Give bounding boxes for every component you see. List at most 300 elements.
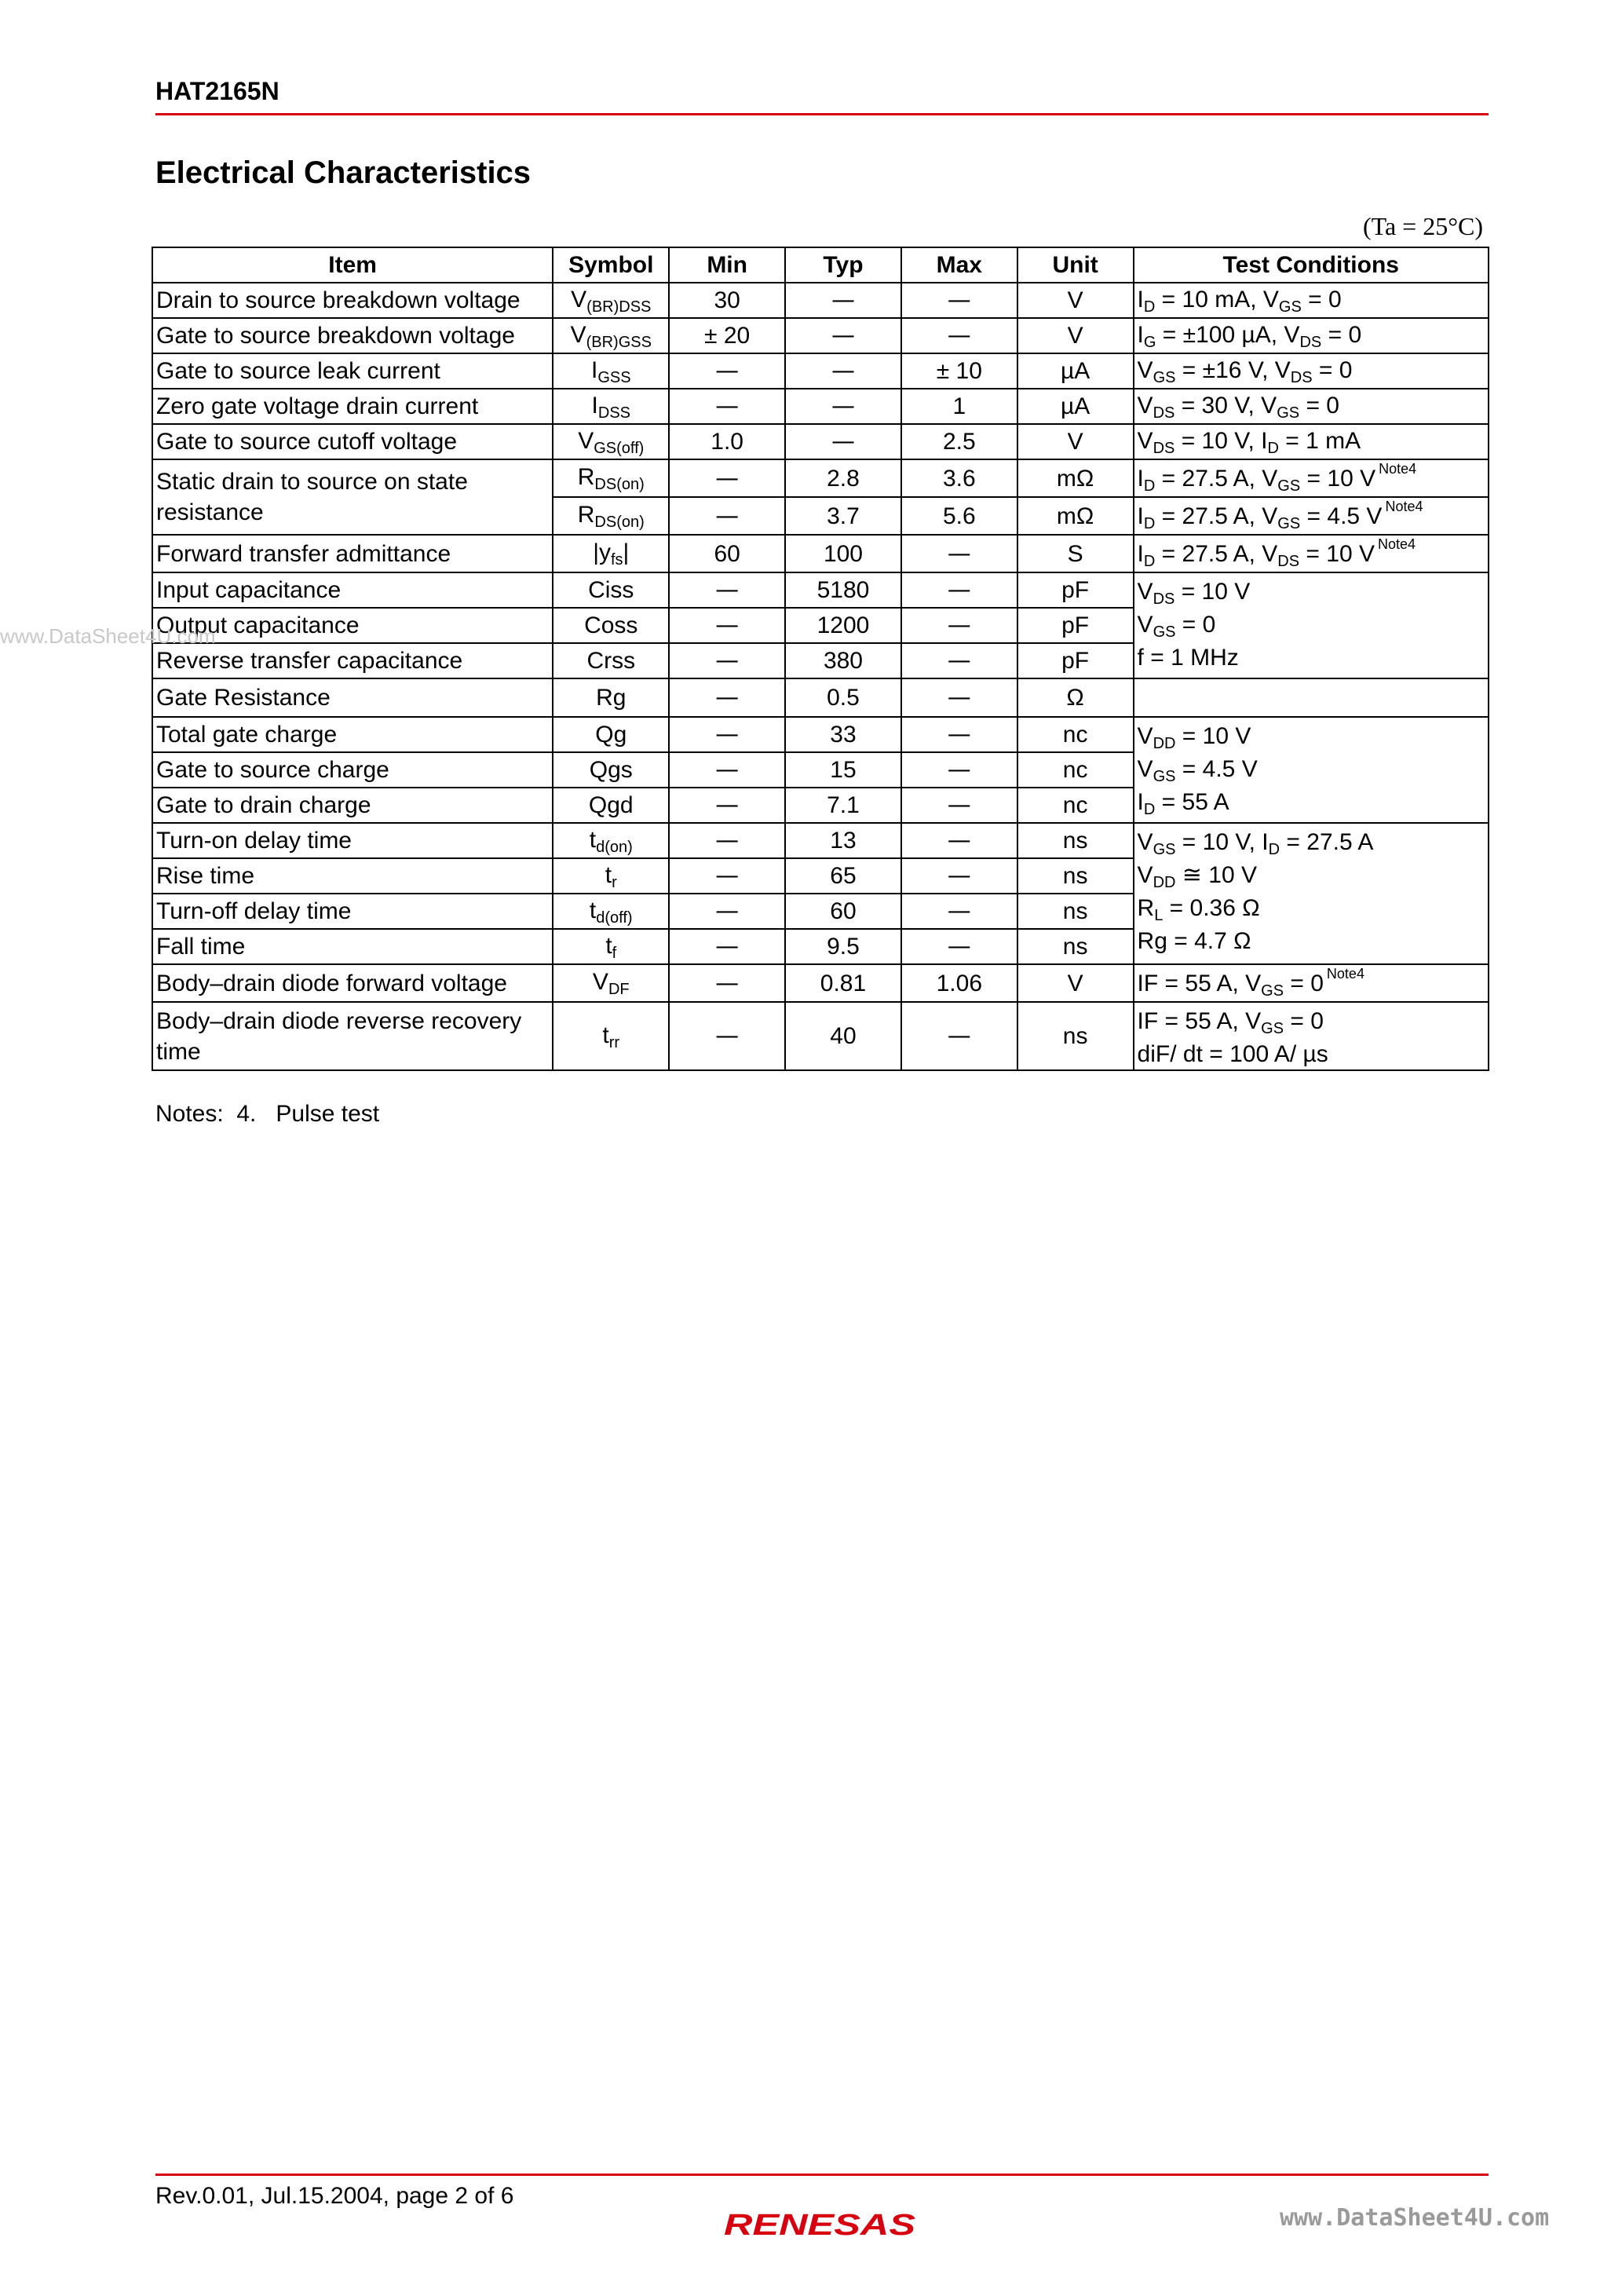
condition-text: V	[1137, 756, 1153, 782]
condition-line	[1138, 1006, 1485, 1039]
symbol	[553, 752, 669, 788]
condition-subscript: GS	[1277, 515, 1301, 532]
max-value: —	[901, 608, 1017, 643]
watermark-left-margin: www.DataSheet4U.com	[0, 624, 216, 648]
condition-text: = 10 V	[1300, 466, 1376, 492]
unit-value: µA	[1017, 389, 1134, 424]
symbol-subscript: DS(on)	[594, 476, 645, 493]
item-name: Gate to source leak current	[152, 353, 553, 389]
renesas-logo	[721, 2208, 919, 2243]
condition-text: = 10 V, I	[1175, 829, 1269, 855]
table-row	[152, 389, 1489, 424]
condition-text: = 30 V, V	[1174, 392, 1277, 419]
min-value: 30	[669, 283, 785, 318]
condition-text: = 4.5 V	[1175, 756, 1258, 782]
min-value: —	[669, 353, 785, 389]
max-value: —	[901, 678, 1017, 717]
note-reference: Note4	[1326, 966, 1364, 982]
typ-value: 3.7	[785, 497, 901, 535]
unit-value: mΩ	[1017, 497, 1134, 535]
item-name: Fall time	[152, 929, 553, 964]
table-row	[152, 283, 1489, 318]
item-name: Static drain to source on state resistance	[152, 459, 553, 535]
symbol-main: I	[591, 392, 598, 419]
table-row	[152, 717, 1489, 752]
condition-subscript: GS	[1153, 368, 1176, 386]
item-name: Total gate charge	[152, 717, 553, 752]
typ-value: 65	[785, 858, 901, 894]
min-value: —	[669, 823, 785, 858]
table-row	[152, 823, 1489, 858]
symbol-subscript: GS(off)	[594, 439, 645, 457]
item-name: Gate to source charge	[152, 752, 553, 788]
condition-text: V	[1137, 427, 1153, 454]
item-name: Input capacitance	[152, 572, 553, 608]
item-name: Reverse transfer capacitance	[152, 643, 553, 678]
symbol-main: Qgs	[589, 757, 633, 783]
unit-value: V	[1017, 283, 1134, 318]
symbol	[553, 858, 669, 894]
min-value: —	[669, 643, 785, 678]
condition-subscript: D	[1267, 439, 1279, 457]
condition-line	[1138, 860, 1485, 893]
symbol	[553, 318, 669, 353]
condition-subscript: GS	[1278, 298, 1302, 316]
min-value: —	[669, 608, 785, 643]
test-conditions	[1134, 318, 1489, 353]
symbol-main: V	[571, 286, 587, 313]
min-value: —	[669, 497, 785, 535]
test-conditions	[1134, 353, 1489, 389]
typ-value: —	[785, 389, 901, 424]
note-reference: Note4	[1385, 499, 1423, 514]
typ-value: 15	[785, 752, 901, 788]
unit-value: S	[1017, 535, 1134, 572]
condition-text: I	[1137, 503, 1144, 529]
min-value: —	[669, 459, 785, 497]
unit-value: ns	[1017, 858, 1134, 894]
symbol-main: R	[577, 502, 595, 528]
symbol-main: t	[589, 826, 597, 853]
table-row	[152, 353, 1489, 389]
item-name: Gate to drain charge	[152, 788, 553, 823]
test-conditions	[1134, 1002, 1489, 1070]
max-value: 5.6	[901, 497, 1017, 535]
max-value: 1.06	[901, 964, 1017, 1002]
condition-text: R	[1137, 895, 1155, 921]
symbol-main: t	[605, 932, 612, 959]
condition-subscript: DS	[1153, 439, 1175, 457]
condition-text: V	[1137, 612, 1153, 638]
symbol-main: Qgd	[588, 792, 634, 818]
condition-text: I	[1137, 541, 1144, 567]
condition-text: = 0	[1321, 321, 1362, 348]
condition-text: f = 1 MHz	[1137, 645, 1239, 671]
condition-line	[1138, 926, 1485, 956]
footer-divider	[155, 2174, 1489, 2176]
test-conditions	[1134, 678, 1489, 717]
max-value: —	[901, 643, 1017, 678]
test-conditions	[1134, 717, 1489, 823]
unit-value: nc	[1017, 788, 1134, 823]
max-value: —	[901, 283, 1017, 318]
unit-value: Ω	[1017, 678, 1134, 717]
table-body	[152, 283, 1489, 1070]
min-value: —	[669, 678, 785, 717]
table-row	[152, 1002, 1489, 1070]
item-name: Gate to source breakdown voltage	[152, 318, 553, 353]
symbol-subscript: (BR)GSS	[586, 333, 652, 351]
symbol-subscript: DS(on)	[594, 514, 645, 531]
typ-value: 0.81	[785, 964, 901, 1002]
condition-subscript: GS	[1277, 477, 1301, 495]
condition-subscript: GS	[1153, 623, 1176, 641]
condition-subscript: DS	[1290, 368, 1313, 386]
condition-text: = 4.5 V	[1300, 503, 1383, 529]
symbol-tail: |	[623, 539, 630, 565]
item-name: Output capacitance	[152, 608, 553, 643]
min-value: 60	[669, 535, 785, 572]
condition-text: = ±100 µA, V	[1156, 321, 1300, 348]
max-value: 1	[901, 389, 1017, 424]
condition-text: I	[1137, 321, 1144, 348]
max-value: —	[901, 752, 1017, 788]
table-row	[152, 964, 1489, 1002]
condition-subscript: D	[1143, 553, 1156, 570]
table-header-row	[152, 247, 1489, 283]
condition-text: = 0	[1312, 356, 1353, 383]
column-header-test-conditions: Test Conditions	[1134, 247, 1489, 283]
typ-value: 2.8	[785, 459, 901, 497]
unit-value: nc	[1017, 717, 1134, 752]
footer-revision: Rev.0.01, Jul.15.2004, page 2 of 6	[155, 2183, 514, 2209]
symbol	[553, 823, 669, 858]
symbol	[553, 1002, 669, 1070]
condition-text: = ±16 V, V	[1175, 356, 1291, 383]
symbol	[553, 389, 669, 424]
typ-value: 1200	[785, 608, 901, 643]
max-value: —	[901, 572, 1017, 608]
symbol	[553, 929, 669, 964]
symbol-main: Qg	[595, 722, 627, 748]
unit-value: ns	[1017, 929, 1134, 964]
condition-text: = 0	[1284, 971, 1324, 996]
condition-subscript: DS	[1299, 333, 1322, 351]
condition-text: I	[1137, 466, 1144, 492]
max-value: —	[901, 858, 1017, 894]
watermark-bottom-right: www.DataSheet4U.com	[1280, 2204, 1550, 2232]
condition-text: IF = 55 A, V	[1137, 1008, 1262, 1034]
unit-value: nc	[1017, 752, 1134, 788]
condition-text: V	[1137, 829, 1153, 855]
condition-text: V	[1137, 356, 1153, 383]
condition-line	[1138, 642, 1485, 673]
symbol-main: Ciss	[588, 577, 634, 603]
condition-line	[1138, 754, 1485, 787]
table-row	[152, 459, 1489, 497]
condition-text: = 27.5 A	[1280, 829, 1374, 855]
min-value: —	[669, 389, 785, 424]
typ-value: 100	[785, 535, 901, 572]
max-value: ± 10	[901, 353, 1017, 389]
note-reference: Note4	[1379, 461, 1417, 477]
symbol	[553, 717, 669, 752]
electrical-characteristics-table	[152, 247, 1489, 1071]
symbol-subscript: DF	[608, 981, 630, 998]
unit-value: ns	[1017, 823, 1134, 858]
symbol-subscript: r	[612, 873, 617, 891]
symbol-main: V	[570, 321, 586, 348]
condition-text: = 10 V, I	[1174, 427, 1268, 454]
symbol-subscript: fs	[610, 551, 623, 569]
condition-subscript: G	[1143, 333, 1156, 351]
condition-text: = 0	[1301, 286, 1342, 313]
symbol	[553, 964, 669, 1002]
header-divider	[155, 113, 1489, 115]
item-name: Drain to source breakdown voltage	[152, 283, 553, 318]
condition-text: V	[1137, 392, 1153, 419]
symbol	[553, 535, 669, 572]
table-row	[152, 535, 1489, 572]
unit-value: pF	[1017, 643, 1134, 678]
condition-text: = 27.5 A, V	[1155, 503, 1278, 529]
typ-value: —	[785, 353, 901, 389]
unit-value: ns	[1017, 894, 1134, 929]
min-value: —	[669, 788, 785, 823]
table-notes: Notes: 4. Pulse test	[155, 1101, 380, 1127]
symbol-subscript: DSS	[597, 404, 630, 422]
condition-subscript: D	[1268, 841, 1280, 858]
typ-value: 380	[785, 643, 901, 678]
column-header-max: Max	[901, 247, 1017, 283]
item-name: Turn-off delay time	[152, 894, 553, 929]
condition-text: diF/ dt = 100 A/ µs	[1137, 1041, 1328, 1067]
max-value: —	[901, 717, 1017, 752]
condition-text: V	[1137, 579, 1153, 605]
condition-text: = 10 V	[1299, 541, 1375, 567]
test-conditions	[1134, 459, 1489, 497]
unit-value: mΩ	[1017, 459, 1134, 497]
symbol-main: I	[590, 356, 598, 383]
typ-value: 0.5	[785, 678, 901, 717]
symbol-subscript: rr	[608, 1033, 620, 1051]
symbol-main: R	[577, 464, 595, 490]
max-value: —	[901, 318, 1017, 353]
symbol-main: t	[589, 897, 597, 923]
symbol-subscript: (BR)DSS	[586, 298, 652, 316]
min-value: —	[669, 752, 785, 788]
max-value: —	[901, 535, 1017, 572]
min-value: —	[669, 894, 785, 929]
symbol	[553, 459, 669, 497]
column-header-symbol: Symbol	[553, 247, 669, 283]
max-value: —	[901, 1002, 1017, 1070]
condition-subscript: D	[1143, 477, 1156, 495]
condition-subscript: GS	[1261, 1020, 1284, 1037]
condition-subscript: DS	[1153, 404, 1175, 422]
symbol	[553, 424, 669, 459]
note-reference: Note4	[1378, 536, 1416, 552]
condition-subscript: D	[1143, 298, 1156, 316]
condition-text: = 0	[1175, 612, 1216, 638]
condition-line	[1138, 1039, 1485, 1069]
item-name: Rise time	[152, 858, 553, 894]
symbol-main: Coss	[584, 612, 638, 638]
condition-text: = 10 V	[1174, 579, 1251, 605]
condition-text: = 1 mA	[1278, 427, 1361, 454]
item-name: Gate Resistance	[152, 678, 553, 717]
min-value: —	[669, 929, 785, 964]
column-header-unit: Unit	[1017, 247, 1134, 283]
condition-text: I	[1137, 789, 1144, 815]
typ-value: 7.1	[785, 788, 901, 823]
condition-text: = 0	[1299, 392, 1339, 419]
condition-text: = 55 A	[1155, 789, 1229, 815]
symbol-main: t	[605, 861, 612, 888]
condition-text: Rg = 4.7 Ω	[1137, 928, 1251, 954]
condition-text: = 27.5 A, V	[1155, 466, 1278, 492]
symbol	[553, 894, 669, 929]
symbol-main: Crss	[586, 648, 636, 674]
min-value: —	[669, 717, 785, 752]
condition-text: V	[1137, 723, 1153, 749]
section-title: Electrical Characteristics	[155, 155, 532, 190]
symbol	[553, 788, 669, 823]
column-header-item: Item	[152, 247, 553, 283]
unit-value: V	[1017, 318, 1134, 353]
typ-value: 13	[785, 823, 901, 858]
min-value: ± 20	[669, 318, 785, 353]
min-value: 1.0	[669, 424, 785, 459]
symbol-main: t	[602, 1022, 609, 1048]
test-conditions	[1134, 497, 1489, 535]
item-name: Gate to source cutoff voltage	[152, 424, 553, 459]
condition-line	[1138, 721, 1485, 754]
condition-subscript: GS	[1261, 982, 1284, 1000]
symbol	[553, 643, 669, 678]
unit-value: ns	[1017, 1002, 1134, 1070]
condition-line	[1138, 893, 1485, 926]
symbol-subscript: d(off)	[596, 909, 633, 927]
test-conditions	[1134, 283, 1489, 318]
typ-value: 9.5	[785, 929, 901, 964]
condition-subscript: GS	[1277, 404, 1300, 422]
condition-text: = 27.5 A, V	[1155, 541, 1278, 567]
condition-text: V	[1137, 862, 1153, 888]
item-name: Body–drain diode reverse recovery time	[152, 1002, 553, 1070]
condition-text: = 0	[1284, 1008, 1324, 1034]
test-conditions	[1134, 964, 1489, 1002]
min-value: —	[669, 964, 785, 1002]
max-value: 2.5	[901, 424, 1017, 459]
typ-value: —	[785, 318, 901, 353]
symbol-subscript: f	[612, 944, 617, 962]
unit-value: µA	[1017, 353, 1134, 389]
condition-text: IF = 55 A, V	[1137, 971, 1262, 996]
symbol	[553, 353, 669, 389]
condition-subscript: L	[1154, 907, 1164, 924]
table-row	[152, 678, 1489, 717]
typ-value: 5180	[785, 572, 901, 608]
condition-text: = 10 mA, V	[1155, 286, 1279, 313]
symbol-main: Rg	[596, 685, 627, 711]
unit-value: V	[1017, 424, 1134, 459]
symbol-main: V	[578, 427, 594, 454]
test-conditions	[1134, 424, 1489, 459]
condition-line	[1138, 787, 1485, 820]
test-conditions	[1134, 823, 1489, 964]
condition-line	[1138, 576, 1485, 609]
typ-value: 60	[785, 894, 901, 929]
condition-text: = 10 V	[1175, 723, 1251, 749]
typ-value: 40	[785, 1002, 901, 1070]
min-value: —	[669, 1002, 785, 1070]
symbol	[553, 572, 669, 608]
symbol	[553, 608, 669, 643]
unit-value: V	[1017, 964, 1134, 1002]
symbol	[553, 678, 669, 717]
condition-subscript: DD	[1153, 735, 1176, 752]
table-row	[152, 424, 1489, 459]
condition-line	[1138, 609, 1485, 642]
condition-text: I	[1137, 286, 1144, 313]
condition-text: ≅ 10 V	[1175, 862, 1257, 888]
condition-subscript: DD	[1153, 874, 1176, 891]
unit-value: pF	[1017, 572, 1134, 608]
symbol-main: V	[592, 969, 608, 995]
max-value: —	[901, 929, 1017, 964]
max-value: —	[901, 823, 1017, 858]
item-name: Body–drain diode forward voltage	[152, 964, 553, 1002]
table-row	[152, 572, 1489, 608]
part-number-header: HAT2165N	[155, 77, 279, 105]
max-value: —	[901, 894, 1017, 929]
symbol-main: |y	[593, 539, 611, 565]
min-value: —	[669, 858, 785, 894]
renesas-logo-text: RENESAS	[724, 2209, 915, 2242]
typ-value: 33	[785, 717, 901, 752]
unit-value: pF	[1017, 608, 1134, 643]
typ-value: —	[785, 424, 901, 459]
condition-subscript: D	[1143, 801, 1156, 818]
condition-subscript: D	[1143, 515, 1156, 532]
condition-subscript: DS	[1277, 553, 1300, 570]
test-conditions	[1134, 535, 1489, 572]
item-name: Turn-on delay time	[152, 823, 553, 858]
symbol-subscript: GSS	[597, 368, 631, 386]
typ-value: —	[785, 283, 901, 318]
test-conditions	[1134, 389, 1489, 424]
table-row	[152, 318, 1489, 353]
condition-text: = 0.36 Ω	[1163, 895, 1260, 921]
min-value: —	[669, 572, 785, 608]
symbol	[553, 283, 669, 318]
max-value: 3.6	[901, 459, 1017, 497]
condition-line	[1138, 827, 1485, 860]
condition-subscript: GS	[1153, 768, 1176, 785]
symbol	[553, 497, 669, 535]
column-header-min: Min	[669, 247, 785, 283]
item-name: Forward transfer admittance	[152, 535, 553, 572]
ambient-condition-note: (Ta = 25°C)	[1362, 212, 1483, 240]
condition-subscript: GS	[1153, 841, 1176, 858]
condition-subscript: DS	[1153, 590, 1175, 608]
item-name: Zero gate voltage drain current	[152, 389, 553, 424]
column-header-typ: Typ	[785, 247, 901, 283]
max-value: —	[901, 788, 1017, 823]
symbol-subscript: d(on)	[596, 838, 633, 856]
test-conditions	[1134, 572, 1489, 678]
